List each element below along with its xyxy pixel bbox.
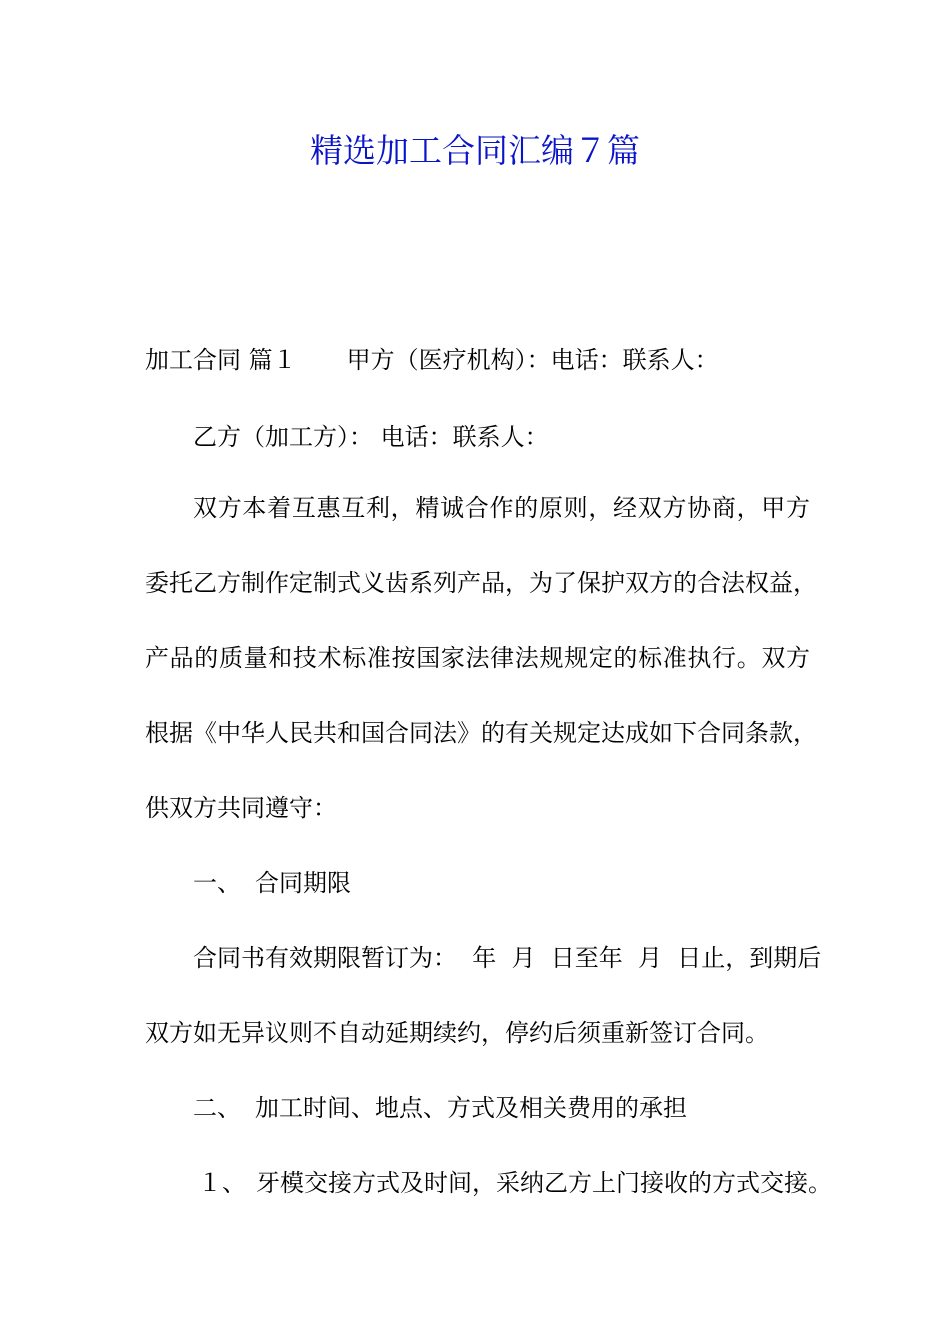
section-title: 加工合同 篇１: [145, 346, 297, 374]
paragraph-line: 根据《中华人民共和国合同法》的有关规定达成如下合同条款，: [145, 719, 817, 747]
party-b-info: 乙方（加工方）： 电话：联系人：: [193, 423, 549, 451]
paragraph-line: 供双方共同遵守：: [145, 794, 337, 822]
paragraph-line: 合同书有效期限暂订为： 年 月 日至年 月 日止，到期后: [193, 944, 822, 972]
clause-heading: [193, 866, 351, 900]
paragraph-line: 双方本着互惠互利，精诚合作的原则，经双方协商，甲方: [193, 494, 810, 522]
clause-title: 加工时间、地点、方式及相关费用的承担: [255, 1094, 687, 1122]
clause-number: 一、: [193, 869, 241, 897]
sub-clause-number: １、: [198, 1169, 246, 1197]
sub-clause-text: 牙模交接方式及时间，采纳乙方上门接收的方式交接。: [256, 1169, 832, 1197]
paragraph-line: 委托乙方制作定制式义齿系列产品，为了保护双方的合法权益，: [145, 569, 817, 597]
paragraph-line: 双方如无异议则不自动延期续约，停约后须重新签订合同。: [145, 1019, 769, 1047]
section-heading-line: [145, 343, 719, 377]
clause-title: 合同期限: [255, 869, 351, 897]
clause-number: 二、: [193, 1094, 241, 1122]
document-title: 精选加工合同汇编７篇: [310, 131, 640, 170]
paragraph-line: 产品的质量和技术标准按国家法律法规规定的标准执行。双方: [145, 644, 810, 672]
clause-heading: [193, 1091, 687, 1125]
party-a-info: 甲方（医疗机构）：电话：联系人：: [346, 346, 719, 374]
sub-clause: [198, 1166, 832, 1200]
